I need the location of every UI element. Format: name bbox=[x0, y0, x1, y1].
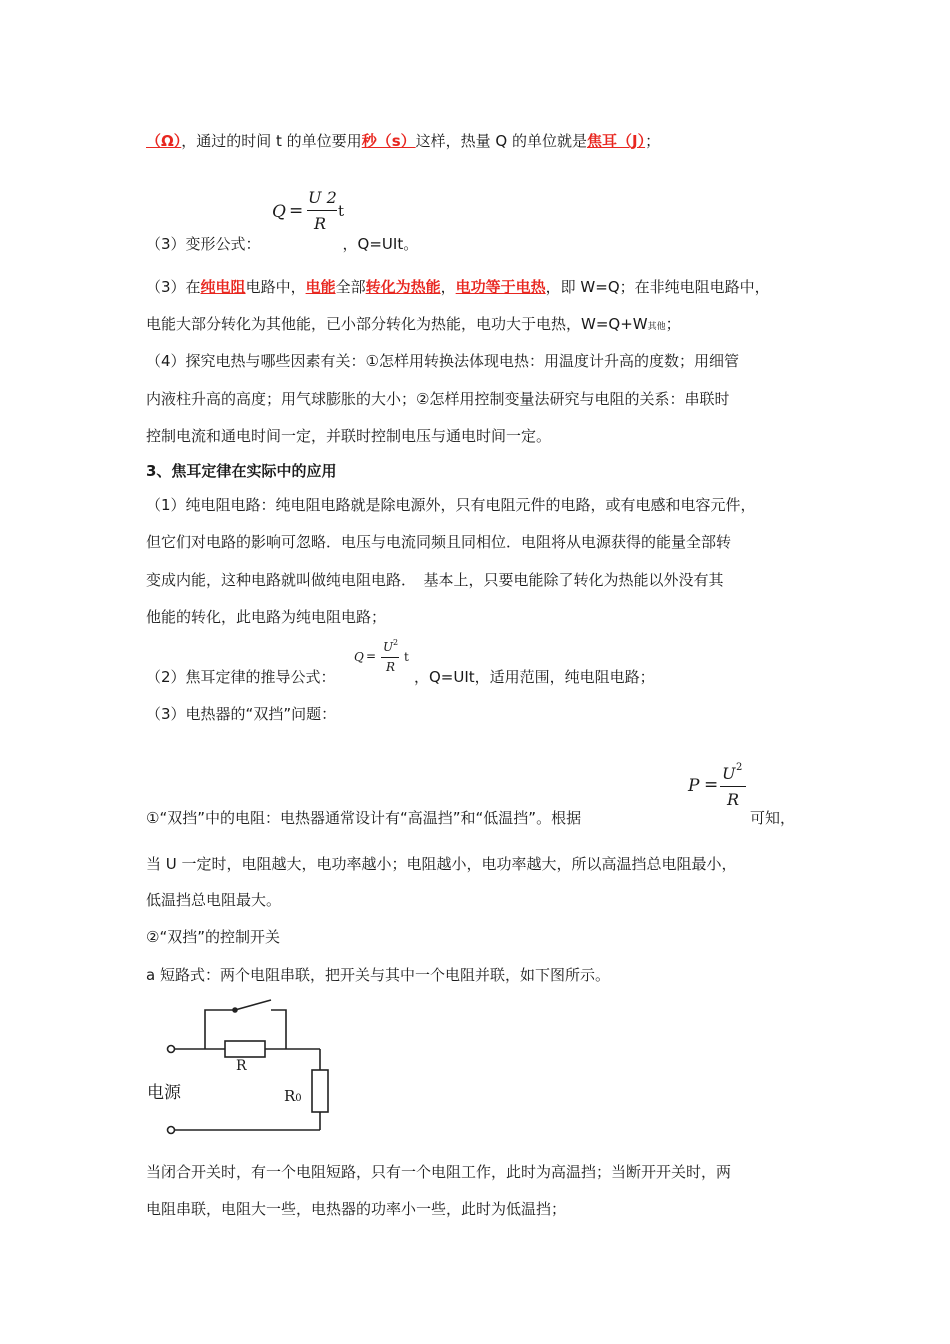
derive-f-num: U bbox=[383, 640, 394, 654]
dual-short-circuit: a 短路式：两个电阻串联，把开关与其中一个电阻并联，如下图所示。 bbox=[146, 966, 610, 984]
resistor-r0 bbox=[312, 1070, 328, 1112]
switch-blade bbox=[235, 1000, 271, 1010]
dual-row1-tail: 可知， bbox=[750, 809, 796, 827]
explore-line-3: 控制电流和通电时间一定，并联时控制电压与通电时间一定。 bbox=[146, 427, 552, 445]
dual-switch: ②“双挡”的控制开关 bbox=[146, 928, 280, 946]
power-f-lhs: P bbox=[688, 776, 700, 796]
formula1-num: U 2 bbox=[308, 188, 337, 207]
pure-line2-end: ； bbox=[665, 315, 681, 333]
terminal-top bbox=[168, 1046, 175, 1053]
pure-text-g: ， bbox=[440, 278, 456, 296]
pure-line2-text: 电能大部分转化为其他能，已小部分转化为热能，电功大于电热，W=Q+W bbox=[146, 315, 648, 333]
power-f-sup: 2 bbox=[736, 762, 743, 773]
formula1-t: t bbox=[338, 202, 345, 220]
power-fraction-bar bbox=[720, 786, 746, 787]
pure-text-i: ，即 W=Q；在非纯电阻电路中， bbox=[545, 278, 770, 296]
formula1-eq: = bbox=[289, 201, 304, 221]
pure-circuit-line-4: 他能的转化，此电路为纯电阻电路； bbox=[146, 608, 387, 626]
power-f-den: R bbox=[727, 790, 740, 809]
deform-label: （3）变形公式： bbox=[146, 235, 261, 253]
derive-f-t: t bbox=[404, 650, 409, 664]
formula1-fraction-bar bbox=[307, 210, 337, 211]
pure-line-2 bbox=[146, 313, 681, 334]
pure-circuit-line-1: （1）纯电阻电路：纯电阻电路就是除电源外，只有电阻元件的电路，或有电感和电容元件， bbox=[146, 496, 756, 514]
dual-row1-text: ①“双挡”中的电阻：电热器通常设计有“高温挡”和“低温挡”。根据 bbox=[146, 809, 582, 827]
unit-second: 秒（s） bbox=[361, 132, 416, 150]
circuit-source-label: 电源 bbox=[147, 1083, 181, 1103]
derive-tail: ，Q=UIt，适用范围，纯电阻电路； bbox=[414, 668, 655, 686]
dual-label: （3）电热器的“双挡”问题： bbox=[146, 705, 337, 723]
circuit-diagram bbox=[140, 990, 360, 1140]
term-to-heat: 转化为热能 bbox=[365, 278, 441, 296]
explore-line-1: （4）探究电热与哪些因素有关：①怎样用转换法体现电热：用温度计升高的度数；用细管 bbox=[146, 352, 739, 370]
units-text-1: ，通过的时间 t 的单位要用 bbox=[181, 132, 362, 150]
pure-text-e: 全部 bbox=[335, 278, 366, 296]
pure-text-a: （3）在 bbox=[146, 278, 201, 296]
derive-f-eq: = bbox=[366, 649, 377, 663]
derive-f-den: R bbox=[386, 660, 396, 674]
derive-f-sup: 2 bbox=[393, 638, 399, 647]
term-electric-energy: 电能 bbox=[305, 278, 336, 296]
units-text-2: 这样，热量 Q 的单位就是 bbox=[415, 132, 587, 150]
formula-power bbox=[688, 762, 758, 818]
deform-line bbox=[146, 233, 418, 254]
resistor-r bbox=[225, 1041, 265, 1057]
conclusion-line-2: 电阻串联，电阻大一些，电热器的功率小一些，此时为低温挡； bbox=[146, 1200, 567, 1218]
units-text-3: ； bbox=[645, 132, 661, 150]
unit-joule: 焦耳（J） bbox=[586, 132, 646, 150]
term-work-equals-heat: 电功等于电热 bbox=[455, 278, 546, 296]
formula1-lhs: Q bbox=[272, 202, 286, 222]
dual-row-2: 当 U 一定时，电阻越大，电功率越小；电阻越小，电功率越大，所以高温挡总电阻最小， bbox=[146, 855, 737, 873]
power-f-eq: = bbox=[704, 775, 719, 795]
explore-line-2: 内液柱升高的高度；用气球膨胀的大小；②怎样用控制变量法研究与电阻的关系：串联时 bbox=[146, 390, 730, 408]
pure-line-1 bbox=[146, 276, 770, 297]
dual-row-1 bbox=[146, 807, 581, 828]
pure-text-c: 电路中， bbox=[245, 278, 306, 296]
pure-circuit-line-2: 但它们对电路的影响可忽略．电压与电流同频且同相位．电阻将从电源获得的能量全部转 bbox=[146, 533, 732, 551]
dual-row-3: 低温挡总电阻最大。 bbox=[146, 891, 282, 909]
terminal-bottom bbox=[168, 1127, 175, 1134]
units-line bbox=[146, 130, 660, 151]
derive-f-lhs: Q bbox=[354, 650, 364, 664]
formula1-den: R bbox=[314, 214, 327, 233]
circuit-r0-sub: 0 bbox=[295, 1093, 302, 1104]
term-pure-resistance: 纯电阻 bbox=[200, 278, 246, 296]
derive-label: （2）焦耳定律的推导公式： bbox=[146, 668, 336, 686]
circuit-r0-label bbox=[284, 1087, 302, 1105]
formula-q-u2-r bbox=[272, 188, 352, 238]
conclusion-line-1: 当闭合开关时，有一个电阻短路，只有一个电阻工作，此时为高温挡；当断开开关时，两 bbox=[146, 1163, 732, 1181]
circuit-r-label: R bbox=[236, 1058, 247, 1074]
circuit-r0-main: R bbox=[284, 1087, 296, 1105]
unit-ohm: （Ω） bbox=[146, 132, 182, 150]
section-3-heading: 3、焦耳定律在实际中的应用 bbox=[146, 462, 337, 480]
power-f-num: U bbox=[722, 764, 736, 783]
pure-circuit-line-3: 变成内能，这种电路就叫做纯电阻电路． 基本上，只要电能除了转化为热能以外没有其 bbox=[146, 571, 724, 589]
pure-line2-sub: 其他 bbox=[647, 322, 666, 332]
derive-fraction-bar bbox=[381, 657, 399, 658]
deform-tail: ，Q=UIt。 bbox=[342, 235, 419, 253]
formula-derive bbox=[354, 638, 414, 682]
